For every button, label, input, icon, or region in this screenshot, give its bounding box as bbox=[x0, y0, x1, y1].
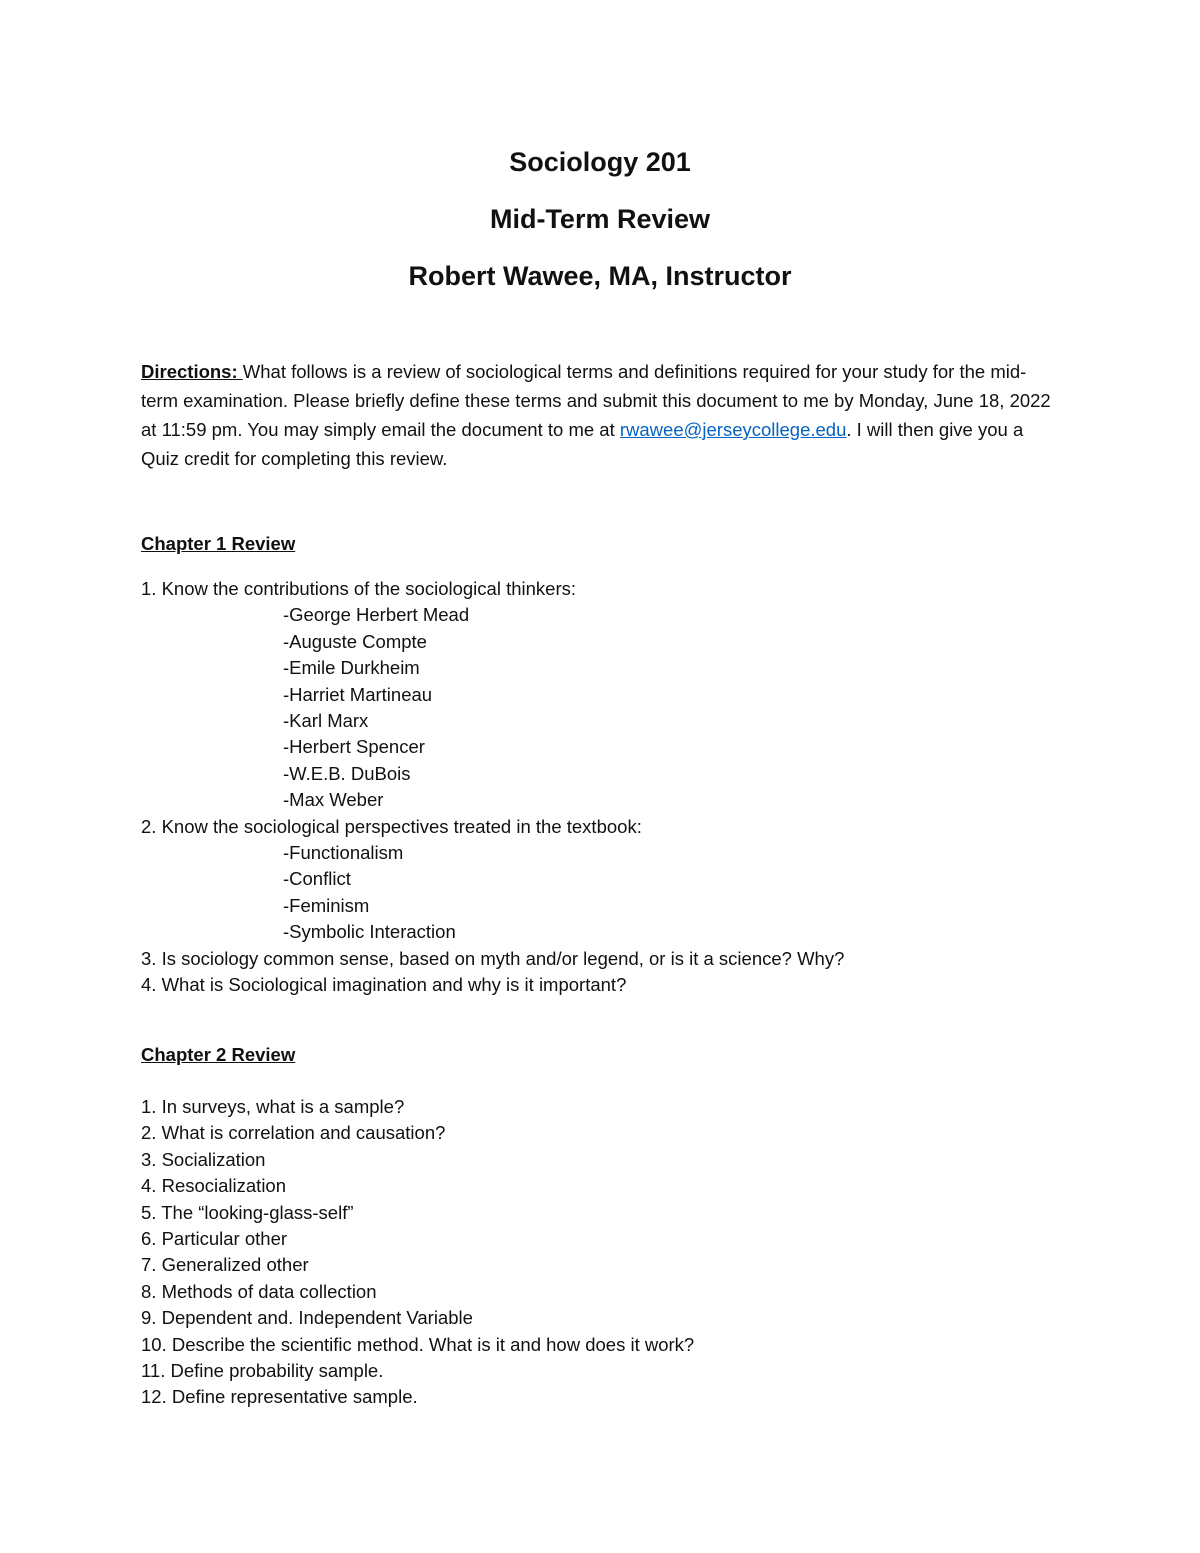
sub-list-item: -Herbert Spencer bbox=[283, 736, 425, 758]
directions-paragraph bbox=[141, 357, 1061, 473]
list-item bbox=[141, 1252, 1061, 1278]
list-item bbox=[141, 1120, 1061, 1146]
item-text: Particular other bbox=[156, 1228, 288, 1250]
directions-text: What follows is a review of sociological terms and definitions required for your study for the mid-term examination. Please briefly define these terms and submit this document to me by Monday, June 18, 2022 at 11:59 pm. You may simply email the document to me at bbox=[141, 361, 1051, 440]
list-item bbox=[141, 1200, 1061, 1226]
list-item bbox=[141, 1173, 1061, 1199]
document-title: Mid-Term Review bbox=[489, 204, 711, 234]
item-number: 8. bbox=[141, 1280, 157, 1302]
item-text: Know the contributions of the sociological thinkers: bbox=[156, 578, 577, 599]
item-number: 2. bbox=[141, 1122, 157, 1144]
list-item bbox=[141, 1279, 1061, 1305]
item-number: 10. bbox=[141, 1333, 167, 1355]
item-text: In surveys, what is a sample? bbox=[156, 1096, 405, 1117]
item-text: What is Sociological imagination and why is it important? bbox=[156, 974, 627, 996]
list-item bbox=[141, 814, 1061, 946]
instructor-email-link[interactable]: rwawee@jerseycollege.edu bbox=[619, 419, 847, 440]
item-text: Know the sociological perspectives treated in the textbook: bbox=[156, 815, 642, 837]
chapter-2-list bbox=[141, 1094, 1061, 1411]
item-number: 3. bbox=[141, 947, 157, 969]
sub-list-item: -W.E.B. DuBois bbox=[283, 762, 411, 784]
item-number: 11. bbox=[141, 1360, 166, 1382]
item-text: What is correlation and causation? bbox=[156, 1122, 446, 1144]
item-text: Describe the scientific method. What is it and how does it work? bbox=[166, 1333, 695, 1355]
item-number: 9. bbox=[141, 1307, 157, 1329]
sub-list-item: -Feminism bbox=[283, 894, 370, 916]
directions-label: Directions: bbox=[141, 361, 243, 382]
list-item bbox=[141, 1094, 1061, 1120]
sub-list-item: -George Herbert Mead bbox=[283, 604, 470, 626]
item-number: 12. bbox=[141, 1386, 167, 1408]
chapter-1-heading: Chapter 1 Review bbox=[141, 533, 296, 554]
item-text: Define probability sample. bbox=[165, 1360, 384, 1382]
sub-list-item: -Harriet Martineau bbox=[283, 683, 433, 705]
sub-list-item: -Functionalism bbox=[283, 842, 404, 864]
chapter-1-list bbox=[141, 576, 1061, 999]
item-text: Methods of data collection bbox=[156, 1280, 377, 1302]
list-item bbox=[141, 576, 1061, 814]
item-number: 6. bbox=[141, 1228, 157, 1250]
item-number: 3. bbox=[141, 1148, 157, 1170]
item-text: Is sociology common sense, based on myth and/or legend, or is it a science? Why? bbox=[156, 947, 845, 969]
sub-list-item: -Conflict bbox=[283, 868, 351, 890]
document-header bbox=[0, 140, 1200, 311]
item-text: Resocialization bbox=[156, 1175, 287, 1197]
item-number: 7. bbox=[141, 1254, 157, 1276]
chapter-2-heading: Chapter 2 Review bbox=[141, 1044, 296, 1065]
directions-text-end: . I will then give you a Quiz credit for completing this review. bbox=[141, 419, 1024, 469]
list-item bbox=[141, 946, 1061, 972]
sub-list-item: -Max Weber bbox=[283, 789, 384, 811]
sub-list-item: -Auguste Compte bbox=[283, 630, 427, 652]
item-number: 2. bbox=[141, 815, 157, 837]
list-item bbox=[141, 1147, 1061, 1173]
item-number: 5. bbox=[141, 1201, 157, 1223]
instructor-name: Robert Wawee, MA, Instructor bbox=[408, 261, 792, 291]
item-text: The “looking-glass-self” bbox=[156, 1201, 354, 1223]
thinkers-list bbox=[141, 602, 1061, 813]
item-text: Dependent and. Independent Variable bbox=[156, 1307, 473, 1329]
sub-list-item: -Karl Marx bbox=[283, 710, 369, 732]
perspectives-list bbox=[141, 840, 1061, 946]
item-number: 4. bbox=[141, 1175, 157, 1197]
list-item bbox=[141, 1332, 1061, 1358]
item-text: Socialization bbox=[156, 1148, 266, 1170]
list-item bbox=[141, 972, 1061, 998]
sub-list-item: -Symbolic Interaction bbox=[283, 921, 456, 943]
item-number: 1. bbox=[141, 1096, 157, 1117]
list-item bbox=[141, 1226, 1061, 1252]
sub-list-item: -Emile Durkheim bbox=[283, 657, 420, 679]
list-item bbox=[141, 1384, 1061, 1410]
course-title: Sociology 201 bbox=[509, 147, 691, 177]
list-item bbox=[141, 1358, 1061, 1384]
item-number: 1. bbox=[141, 578, 157, 599]
item-text: Define representative sample. bbox=[166, 1386, 418, 1408]
item-text: Generalized other bbox=[156, 1254, 309, 1276]
item-number: 4. bbox=[141, 974, 157, 996]
list-item bbox=[141, 1305, 1061, 1331]
